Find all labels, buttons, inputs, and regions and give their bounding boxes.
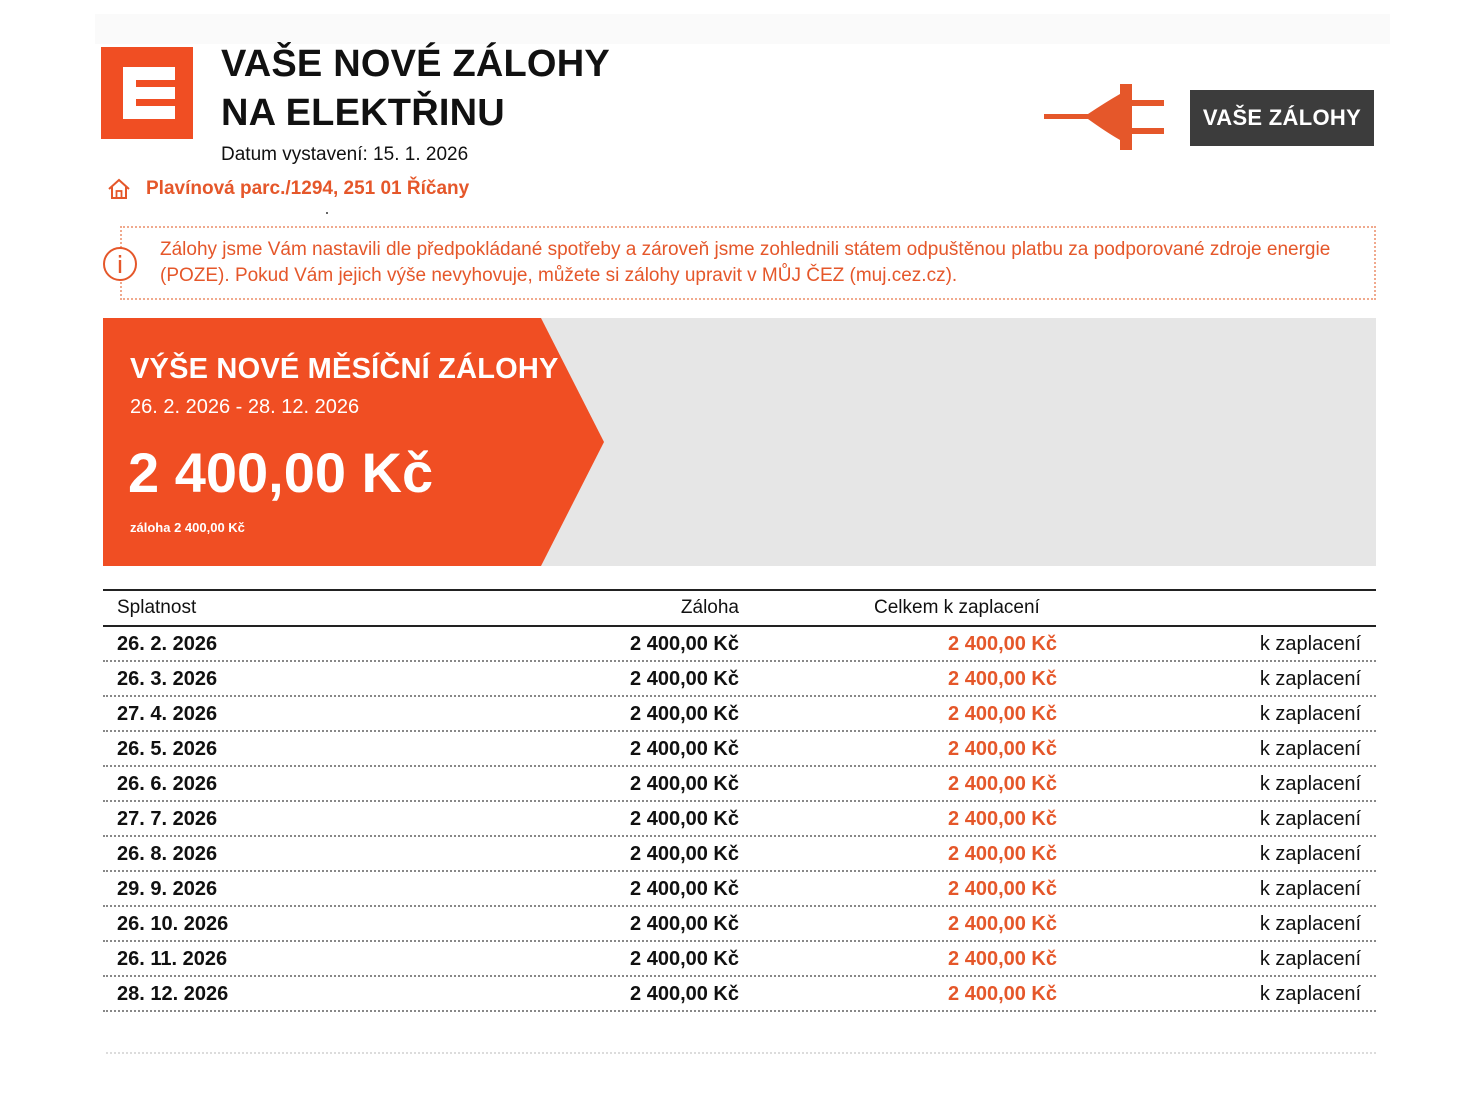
advance-cell: 2 400,00 Kč <box>630 983 739 1005</box>
total-cell: 2 400,00 Kč <box>948 668 1057 690</box>
status-cell: k zaplacení <box>1259 878 1361 900</box>
info-icon <box>102 246 138 282</box>
advance-cell: 2 400,00 Kč <box>630 773 739 795</box>
title-line-1: VAŠE NOVÉ ZÁLOHY <box>221 43 610 85</box>
header-advance: Záloha <box>680 597 739 618</box>
total-cell: 2 400,00 Kč <box>948 633 1057 655</box>
payment-table <box>103 589 1376 1012</box>
total-cell: 2 400,00 Kč <box>948 808 1057 830</box>
title-line-2: NA ELEKTŘINU <box>221 92 505 134</box>
advance-cell: 2 400,00 Kč <box>630 633 739 655</box>
total-cell: 2 400,00 Kč <box>948 773 1057 795</box>
advance-cell: 2 400,00 Kč <box>630 878 739 900</box>
total-cell: 2 400,00 Kč <box>948 948 1057 970</box>
table-row <box>103 907 1376 942</box>
cez-logo <box>101 47 193 139</box>
advance-cell: 2 400,00 Kč <box>630 703 739 725</box>
address <box>106 175 469 203</box>
table-row <box>103 767 1376 802</box>
due-cell: 26. 11. 2026 <box>117 948 228 970</box>
total-cell: 2 400,00 Kč <box>948 703 1057 725</box>
your-advances-badge: VAŠE ZÁLOHY <box>1190 90 1374 146</box>
total-cell: 2 400,00 Kč <box>948 878 1057 900</box>
divider-tick <box>326 212 328 214</box>
advance-cell: 2 400,00 Kč <box>630 738 739 760</box>
status-cell: k zaplacení <box>1259 633 1361 655</box>
status-cell: k zaplacení <box>1259 738 1361 760</box>
table-row <box>103 872 1376 907</box>
due-cell: 26. 8. 2026 <box>117 843 218 865</box>
status-cell: k zaplacení <box>1259 983 1361 1005</box>
status-cell: k zaplacení <box>1259 843 1361 865</box>
due-cell: 29. 9. 2026 <box>117 878 218 900</box>
due-cell: 27. 7. 2026 <box>117 808 218 830</box>
status-cell: k zaplacení <box>1259 668 1361 690</box>
header-due: Splatnost <box>117 597 197 618</box>
issue-date: Datum vystavení: 15. 1. 2026 <box>221 144 469 165</box>
due-cell: 27. 4. 2026 <box>117 703 218 725</box>
status-cell: k zaplacení <box>1259 773 1361 795</box>
due-cell: 28. 12. 2026 <box>117 983 229 1005</box>
total-cell: 2 400,00 Kč <box>948 843 1057 865</box>
due-cell: 26. 10. 2026 <box>117 913 229 935</box>
summary-panel <box>103 318 1376 566</box>
table-row <box>103 802 1376 837</box>
table-row <box>103 732 1376 767</box>
summary-note: záloha 2 400,00 Kč <box>130 520 245 535</box>
status-cell: k zaplacení <box>1259 808 1361 830</box>
due-cell: 26. 5. 2026 <box>117 738 218 760</box>
info-text: Zálohy jsme Vám nastavili dle předpokládané spotřeby a zároveň jsme zohlednili státem odpuštěnou platbu za podporované zdroje energie (POZE). Pokud Vám jejich výše nevyhovuje, můžete si zálohy upravit v MŮJ ČEZ (muj.cez.cz). <box>160 239 1331 286</box>
plug-icon <box>1044 84 1166 150</box>
status-cell: k zaplacení <box>1259 703 1361 725</box>
total-cell: 2 400,00 Kč <box>948 738 1057 760</box>
table-row <box>103 837 1376 872</box>
table-row <box>103 942 1376 977</box>
due-cell: 26. 6. 2026 <box>117 773 218 795</box>
table-header <box>103 591 1376 627</box>
summary-period: 26. 2. 2026 - 28. 12. 2026 <box>130 396 360 418</box>
house-icon <box>106 176 132 202</box>
advance-cell: 2 400,00 Kč <box>630 913 739 935</box>
table-row <box>103 662 1376 697</box>
address-text: Plavínová parc./1294, 251 01 Říčany <box>146 178 470 199</box>
status-cell: k zaplacení <box>1259 948 1361 970</box>
page-title <box>221 40 610 138</box>
table-body <box>103 627 1376 1012</box>
summary-title: VÝŠE NOVÉ MĚSÍČNÍ ZÁLOHY <box>130 353 559 385</box>
due-cell: 26. 3. 2026 <box>117 668 218 690</box>
advance-cell: 2 400,00 Kč <box>630 668 739 690</box>
summary-amount: 2 400,00 Kč <box>128 441 434 504</box>
table-row <box>103 977 1376 1012</box>
advance-cell: 2 400,00 Kč <box>630 948 739 970</box>
total-cell: 2 400,00 Kč <box>948 983 1057 1005</box>
status-cell: k zaplacení <box>1259 913 1361 935</box>
total-cell: 2 400,00 Kč <box>948 913 1057 935</box>
advance-cell: 2 400,00 Kč <box>630 808 739 830</box>
bottom-divider <box>106 1052 1376 1054</box>
due-cell: 26. 2. 2026 <box>117 633 218 655</box>
table-row <box>103 697 1376 732</box>
table-row <box>103 627 1376 662</box>
advance-cell: 2 400,00 Kč <box>630 843 739 865</box>
header-total: Celkem k zaplacení <box>874 597 1040 618</box>
